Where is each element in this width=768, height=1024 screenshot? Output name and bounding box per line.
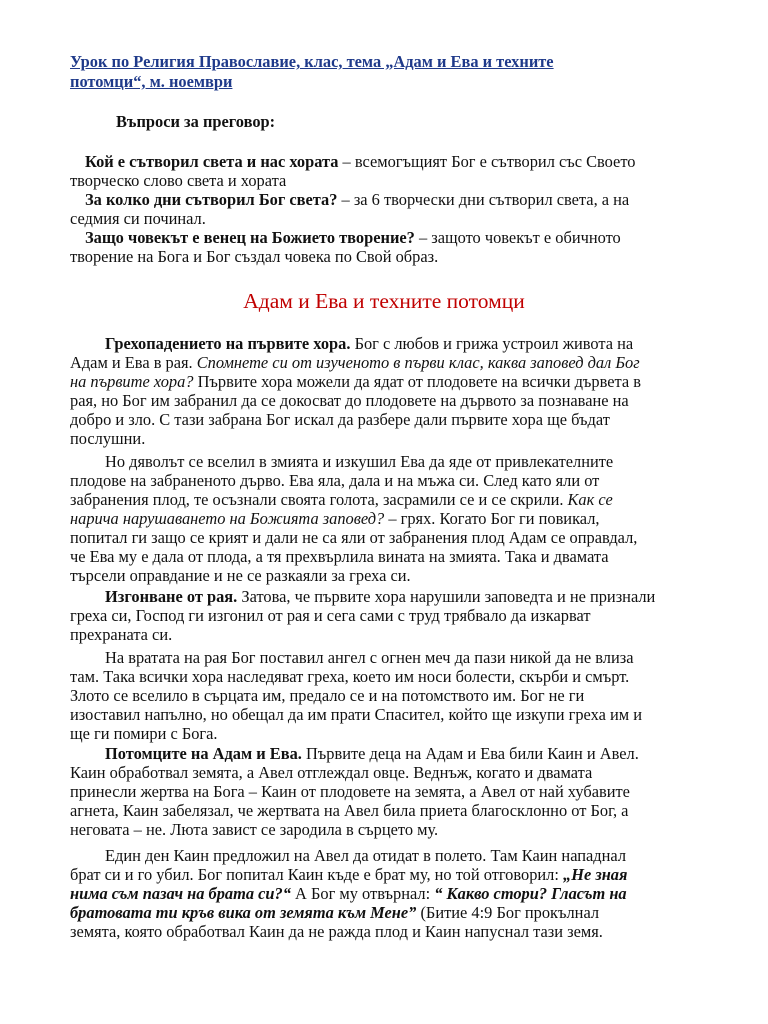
paragraph-fall-line-3: на първите хора? Първите хора можели да ядат от плодовете на всички дървета в — [70, 372, 641, 391]
paragraph-cain-line-3: нима съм пазач на брата си?“ А Бог му отвърнал: “ Какво стори? Гласът на — [70, 884, 627, 903]
paragraph-expulsion-line-1: Изгонване от рая. Затова, че първите хора нарушили заповедта и не признали — [105, 587, 656, 606]
paragraph-descendants-line-3: принесли жертва на Бога – Каин от плодовете на земята, а Авел от най хубавите — [70, 782, 630, 801]
paragraph-devil-line-5: попитал ги защо се крият и дали не са яли от забранения плод Адам се оправдал, — [70, 528, 638, 547]
review-answer-1-cont: творческо слово света и хората — [70, 171, 287, 190]
lesson-header-line-1: Урок по Религия Православие, клас, тема „Адам и Ева и техните — [70, 52, 554, 71]
paragraph-fall-line-6: послушни. — [70, 429, 146, 448]
paragraph-gate-line-1: На вратата на рая Бог поставил ангел с огнен меч да пази никой да не влиза — [105, 648, 634, 667]
paragraph-gate-line-2: там. Така всички хора наследяват греха, което им носи болести, скърби и смърт. — [70, 667, 630, 686]
paragraph-descendants-line-2: Каин обработвал земята, а Авел отглеждал овце. Веднъж, когато и двамата — [70, 763, 593, 782]
paragraph-cain-line-5: земята, която обработвал Каин да не ражда плод и Каин напуснал тази земя. — [70, 922, 603, 941]
review-title: Въпроси за преговор: — [116, 112, 276, 131]
paragraph-fall-line-5: добро и зло. С тази забрана Бог искал да разбере дали първите хора ще бъдат — [70, 410, 610, 429]
paragraph-fall-line-4: рая, но Бог им забранил да се докосват до плодовете на дървото за познаване на — [70, 391, 629, 410]
paragraph-devil-line-3: забранения плод, те осъзнали своята голота, засрамили се и се скрили. Как се — [70, 490, 613, 509]
lesson-header-line-2: потомци“, м. ноември — [70, 72, 233, 91]
review-answer-2-cont: седмия си починал. — [70, 209, 206, 228]
paragraph-gate-line-5: ще ги помири с Бога. — [70, 724, 218, 743]
paragraph-devil-line-2: плодове на забраненото дърво. Ева яла, дала и на мъжа си. След като яли от — [70, 471, 600, 490]
paragraph-devil-line-4: нарича нарушаването на Божията заповед? – грях. Когато Бог ги повикал, — [70, 509, 600, 528]
paragraph-devil-line-7: търсели оправдание и не се разкаяли за греха си. — [70, 566, 411, 585]
review-question-1: Кой е сътворил света и нас хората – всемогъщият Бог е сътворил със Своето — [85, 152, 636, 171]
paragraph-fall-line-2: Адам и Ева в рая. Спомнете си от изученото в първи клас, каква заповед дал Бог — [70, 353, 640, 372]
paragraph-descendants-line-4: агнета, Каин забелязал, че жертвата на Авел била приета благосклонно от Бог, а — [70, 801, 629, 820]
paragraph-devil-line-6: че Ева му е дала от плода, а тя прехвърлила вината на змията. Така и двамата — [70, 547, 609, 566]
paragraph-descendants-line-5: неговата – не. Люта завист се зародила в сърцето му. — [70, 820, 439, 839]
review-answer-3-cont: творение на Бога и Бог създал човека по Свой образ. — [70, 247, 439, 266]
paragraph-cain-line-4: братовата ти кръв вика от земята към Мене” (Битие 4:9 Бог прокълнал — [70, 903, 600, 922]
paragraph-cain-line-1: Един ден Каин предложил на Авел да отидат в полето. Там Каин нападнал — [105, 846, 627, 865]
paragraph-gate-line-3: Злото се вселило в сърцата им, предало се и на потомството им. Бог не ги — [70, 686, 585, 705]
paragraph-expulsion-line-2: греха си, Господ ги изгонил от рая и сега сами с труд трябвало да изкарват — [70, 606, 591, 625]
paragraph-devil-line-1: Но дяволът се вселил в змията и изкушил Ева да яде от привлекателните — [105, 452, 614, 471]
section-title: Адам и Ева и техните потомци — [243, 289, 525, 313]
review-question-3: Защо човекът е венец на Божието творение? – защото човекът е обичното — [85, 228, 621, 247]
paragraph-descendants-line-1: Потомците на Адам и Ева. Първите деца на Адам и Ева били Каин и Авел. — [105, 744, 639, 763]
paragraph-cain-line-2: брат си и го убил. Бог попитал Каин къде е брат му, но той отговорил: „Не зная — [70, 865, 628, 884]
paragraph-fall-line-1: Грехопадението на първите хора. Бог с любов и грижа устроил живота на — [105, 334, 634, 353]
review-question-2: За колко дни сътворил Бог света? – за 6 творчески дни сътворил света, а на — [85, 190, 630, 209]
paragraph-gate-line-4: изоставил напълно, но обещал да им прати Спасител, който ще изкупи греха им и — [70, 705, 642, 724]
paragraph-expulsion-line-3: прехраната си. — [70, 625, 173, 644]
